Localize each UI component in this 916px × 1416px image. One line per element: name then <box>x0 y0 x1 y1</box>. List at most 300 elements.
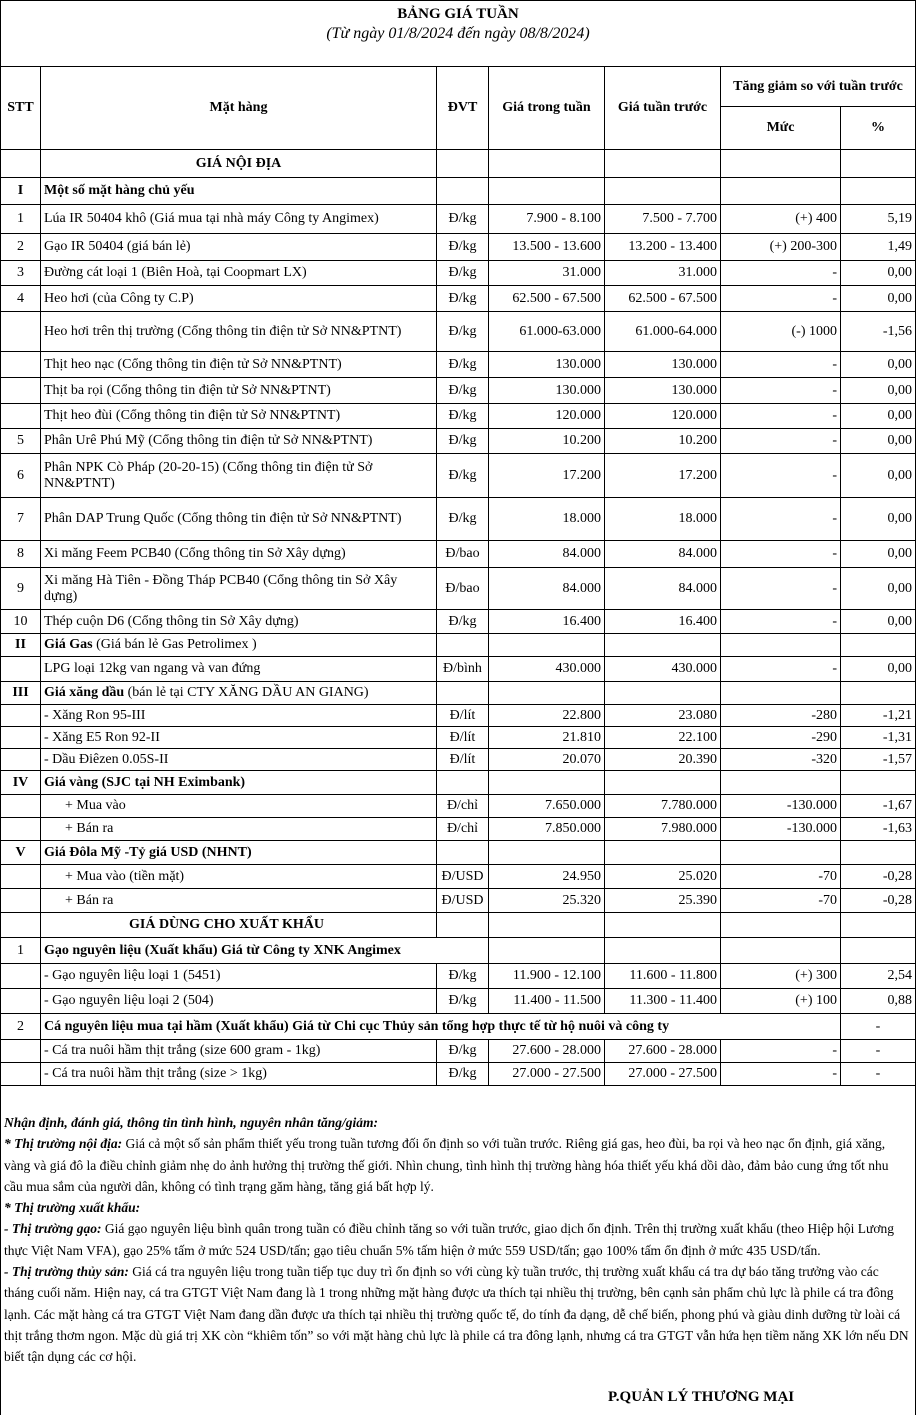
row-change-pct: -1,56 <box>841 312 916 352</box>
header-pct: % <box>841 107 916 150</box>
row-change-level: - <box>721 657 841 682</box>
empty-cell <box>437 841 489 865</box>
row-change-level: - <box>721 568 841 610</box>
row-item-name: + Bán ra <box>41 818 437 841</box>
row-price-last-week: 130.000 <box>605 352 721 378</box>
table-row <box>1 205 916 234</box>
row-unit: Đ/kg <box>437 352 489 378</box>
section-title-text: Giá xăng dầu <box>44 685 125 700</box>
row-change-pct: -1,67 <box>841 795 916 818</box>
signature: P.QUẢN LÝ THƯƠNG MẠI <box>608 1389 795 1405</box>
row-stt <box>1 1063 41 1086</box>
row-price-this-week: 11.900 - 12.100 <box>489 964 605 989</box>
row-stt <box>1 989 41 1014</box>
table-row <box>1 404 916 429</box>
row-unit: Đ/lít <box>437 727 489 749</box>
row-stt: 6 <box>1 454 41 498</box>
row-price-this-week: 62.500 - 67.500 <box>489 286 605 312</box>
empty-cell <box>721 682 841 705</box>
row-price-this-week: 17.200 <box>489 454 605 498</box>
row-stt <box>1 378 41 404</box>
notes-rice-label: - Thị trường gạo: <box>4 1221 102 1237</box>
table-row <box>1 261 916 286</box>
empty-cell <box>489 938 605 964</box>
empty-cell <box>489 634 605 657</box>
row-item-name: Heo hơi (của Công ty C.P) <box>41 286 437 312</box>
row-price-last-week: 430.000 <box>605 657 721 682</box>
row-change-pct: - <box>841 1040 916 1063</box>
row-price-last-week: 17.200 <box>605 454 721 498</box>
notes-fish <box>4 1261 910 1367</box>
table-row <box>1 378 916 404</box>
row-stt <box>1 889 41 913</box>
notes-rice <box>4 1218 910 1261</box>
empty-cell <box>605 913 721 938</box>
row-item-name: - Dầu Điêzen 0.05S-II <box>41 749 437 771</box>
row-item-name: - Xăng Ron 95-III <box>41 705 437 727</box>
empty-cell <box>437 771 489 795</box>
row-stt <box>1 818 41 841</box>
row-unit: Đ/kg <box>437 378 489 404</box>
section-note: (bán lẻ tại CTY XĂNG DẦU AN GIANG) <box>124 685 369 700</box>
empty-cell <box>489 913 605 938</box>
row-stt <box>1 312 41 352</box>
notes-fish-text: Giá cá tra nguyên liệu trong tuần tiếp tục duy trì ổn định so với cùng kỳ tuần trước, thị trường xuất khẩu cá tra dự báo tăng trưởng vào các tháng cuối năm. Hiện nay, cá tra GTGT Việt Nam đang là 1 trong những mặt hàng được ưa thích tại nhiều thị trường, bên cạnh sản phẩm chủ lực là phile cá tra đông lạnh. Các mặt hàng cá tra GTGT Việt Nam đang dần được ưa thích tại nhiều thị trường quốc tế, do tính đa dạng, dễ chế biến, phong phú và giàu dinh dưỡng từ loài cá thịt trắng thơm ngon. Mặc dù giá trị XK còn “khiêm tốn” so với mặt hàng chủ lực là phile cá tra đông lạnh, nhưng cá tra GTGT vẫn hứa hẹn tiềm năng XK lớn nếu DN biết tận dụng các cơ hội. <box>4 1264 909 1365</box>
section-title <box>41 771 437 795</box>
row-item-name: Xi măng Hà Tiên - Đồng Tháp PCB40 (Cổng thông tin Sở Xây dựng) <box>41 568 437 610</box>
empty-cell <box>437 634 489 657</box>
row-unit: Đ/kg <box>437 454 489 498</box>
section-number: IV <box>1 771 41 795</box>
page-subtitle: (Từ ngày 01/8/2024 đến ngày 08/8/2024) <box>326 25 590 42</box>
notes-rice-text: Giá gạo nguyên liệu bình quân trong tuần có điều chỉnh tăng so với tuần trước, giao dịch ổn định. Trên thị trường xuất khẩu (theo Hiệp hội Lương thực Việt Nam VFA), gạo 25% tấm ở mức 524 USD/tấn; gạo tiêu chuẩn 5% tấm hiện ở mức 559 USD/tấn; gạo 100% tấm ổn định ở mức 435 USD/tấn. <box>4 1221 894 1258</box>
row-price-this-week: 61.000-63.000 <box>489 312 605 352</box>
row-unit: Đ/kg <box>437 1063 489 1086</box>
row-unit: Đ/kg <box>437 498 489 541</box>
empty-cell <box>841 178 916 205</box>
empty-cell <box>841 150 916 178</box>
empty-cell <box>605 841 721 865</box>
row-stt <box>1 657 41 682</box>
table-row <box>1 749 916 771</box>
row-unit: Đ/kg <box>437 205 489 234</box>
empty-cell <box>841 634 916 657</box>
empty-cell <box>437 178 489 205</box>
row-item-name: Lúa IR 50404 khô (Giá mua tại nhà máy Công ty Angimex) <box>41 205 437 234</box>
table-row <box>1 865 916 889</box>
row-change-level: (+) 400 <box>721 205 841 234</box>
empty-cell <box>841 913 916 938</box>
row-change-level: -320 <box>721 749 841 771</box>
row-price-last-week: 16.400 <box>605 610 721 634</box>
table-row <box>1 727 916 749</box>
row-change-level: - <box>721 261 841 286</box>
row-change-level: (+) 300 <box>721 964 841 989</box>
row-unit: Đ/kg <box>437 964 489 989</box>
row-price-last-week: 23.080 <box>605 705 721 727</box>
table-row <box>1 610 916 634</box>
row-change-pct: -0,28 <box>841 865 916 889</box>
row-change-pct: -1,63 <box>841 818 916 841</box>
empty-cell <box>437 682 489 705</box>
table-row <box>1 657 916 682</box>
export-section-title: Gạo nguyên liệu (Xuất khẩu) Giá từ Công ty XNK Angimex <box>41 938 489 964</box>
row-change-pct: 0,00 <box>841 286 916 312</box>
row-price-this-week: 11.400 - 11.500 <box>489 989 605 1014</box>
row-stt <box>1 404 41 429</box>
header-stt: STT <box>1 67 41 150</box>
row-stt <box>1 705 41 727</box>
row-change-pct: 0,00 <box>841 657 916 682</box>
row-change-level: - <box>721 378 841 404</box>
row-item-name: LPG loại 12kg van ngang và van đứng <box>41 657 437 682</box>
table-row <box>1 541 916 568</box>
section-title-text: Giá Đôla Mỹ -Tỷ giá USD (NHNT) <box>44 844 252 860</box>
row-change-level: -280 <box>721 705 841 727</box>
empty-cell <box>721 178 841 205</box>
section-row <box>1 178 916 205</box>
row-price-this-week: 24.950 <box>489 865 605 889</box>
row-stt <box>1 964 41 989</box>
table-row <box>1 705 916 727</box>
row-price-this-week: 7.900 - 8.100 <box>489 205 605 234</box>
row-change-level: -70 <box>721 865 841 889</box>
row-change-level: -130.000 <box>721 795 841 818</box>
table-row <box>1 454 916 498</box>
empty-cell <box>721 634 841 657</box>
row-item-name: - Cá tra nuôi hầm thịt trắng (size 600 gram - 1kg) <box>41 1040 437 1063</box>
section-number: I <box>1 178 41 205</box>
table-row <box>1 568 916 610</box>
row-price-last-week: 120.000 <box>605 404 721 429</box>
table-row <box>1 429 916 454</box>
row-change-level: - <box>721 429 841 454</box>
row-item-name: Phân NPK Cò Pháp (20-20-15) (Cổng thông tin điện tử Sở NN&PTNT) <box>41 454 437 498</box>
row-change-pct: -1,57 <box>841 749 916 771</box>
row-unit: Đ/kg <box>437 261 489 286</box>
row-price-this-week: 25.320 <box>489 889 605 913</box>
export-heading: GIÁ DÙNG CHO XUẤT KHẨU <box>41 913 437 938</box>
row-unit: Đ/bình <box>437 657 489 682</box>
row-price-last-week: 61.000-64.000 <box>605 312 721 352</box>
row-item-name: Thịt ba rọi (Cổng thông tin điện tử Sở NN&PTNT) <box>41 378 437 404</box>
row-change-pct: 0,00 <box>841 541 916 568</box>
row-price-this-week: 130.000 <box>489 352 605 378</box>
row-price-last-week: 27.000 - 27.500 <box>605 1063 721 1086</box>
row-price-last-week: 13.200 - 13.400 <box>605 234 721 261</box>
table-row <box>1 889 916 913</box>
row-unit: Đ/kg <box>437 404 489 429</box>
row-unit: Đ/chỉ <box>437 795 489 818</box>
row-price-this-week: 21.810 <box>489 727 605 749</box>
row-item-name: Phân Urê Phú Mỹ (Cổng thông tin điện tử Sở NN&PTNT) <box>41 429 437 454</box>
empty-cell <box>721 771 841 795</box>
row-price-this-week: 22.800 <box>489 705 605 727</box>
row-price-last-week: 25.390 <box>605 889 721 913</box>
empty-cell <box>841 938 916 964</box>
row-item-name: - Xăng E5 Ron 92-II <box>41 727 437 749</box>
table-row <box>1 1063 916 1086</box>
row-price-last-week: 22.100 <box>605 727 721 749</box>
row-item-name: - Gạo nguyên liệu loại 1 (5451) <box>41 964 437 989</box>
table-row <box>1 989 916 1014</box>
row-change-pct: 1,49 <box>841 234 916 261</box>
section-title-text: Giá vàng (SJC tại NH Eximbank) <box>44 774 246 790</box>
row-stt: 7 <box>1 498 41 541</box>
section-row <box>1 771 916 795</box>
export-section-row <box>1 938 916 964</box>
row-price-this-week: 84.000 <box>489 568 605 610</box>
row-item-name: - Gạo nguyên liệu loại 2 (504) <box>41 989 437 1014</box>
row-price-this-week: 27.000 - 27.500 <box>489 1063 605 1086</box>
row-change-level: - <box>721 404 841 429</box>
section-title-text: Giá Gas <box>44 637 93 652</box>
row-price-last-week: 7.500 - 7.700 <box>605 205 721 234</box>
row-item-name: - Cá tra nuôi hầm thịt trắng (size > 1kg) <box>41 1063 437 1086</box>
notes-export-label: * Thị trường xuất khẩu: <box>4 1200 141 1216</box>
row-change-pct: 0,00 <box>841 404 916 429</box>
row-item-name: Heo hơi trên thị trường (Cổng thông tin điện tử Sở NN&PTNT) <box>41 312 437 352</box>
export-section-row <box>1 1014 916 1040</box>
section-note: (Giá bán lẻ Gas Petrolimex ) <box>92 637 257 652</box>
row-stt: 10 <box>1 610 41 634</box>
row-unit: Đ/kg <box>437 234 489 261</box>
row-change-level: -130.000 <box>721 818 841 841</box>
row-price-last-week: 11.300 - 11.400 <box>605 989 721 1014</box>
row-price-this-week: 120.000 <box>489 404 605 429</box>
empty-cell <box>841 841 916 865</box>
table-row <box>1 234 916 261</box>
row-price-last-week: 11.600 - 11.800 <box>605 964 721 989</box>
section-number: III <box>1 682 41 705</box>
empty-cell <box>489 178 605 205</box>
row-unit: Đ/USD <box>437 889 489 913</box>
table-row <box>1 818 916 841</box>
notes-domestic-text: Giá cả một số sản phẩm thiết yếu trong tuần tương đối ổn định so với tuần trước. Riêng giá gas, heo đùi, ba rọi và heo nạc ổn định, giá xăng, vàng và giá đô la điều chỉnh giảm nhẹ do ảnh hưởng thị trường thế giới. Nhìn chung, tình hình thị trường hàng hóa thiết yếu khá dồi dào, đảm bảo cung ứng tốt nhu cầu mua sắm của người dân, không có tình trạng găm hàng, tăng giá bất hợp lý. <box>4 1136 889 1194</box>
notes-domestic <box>4 1133 910 1197</box>
empty-cell <box>605 682 721 705</box>
row-item-name: Thịt heo nạc (Cổng thông tin điện tử Sở NN&PTNT) <box>41 352 437 378</box>
table-row <box>1 498 916 541</box>
row-item-name: Đường cát loại 1 (Biên Hoà, tại Coopmart LX) <box>41 261 437 286</box>
row-change-pct: 0,00 <box>841 498 916 541</box>
analysis-notes <box>4 1112 910 1368</box>
section-number: V <box>1 841 41 865</box>
row-item-name: Thịt heo đùi (Cổng thông tin điện tử Sở NN&PTNT) <box>41 404 437 429</box>
row-stt: 9 <box>1 568 41 610</box>
row-change-level: - <box>721 1063 841 1086</box>
row-change-pct: 0,00 <box>841 454 916 498</box>
row-price-last-week: 7.980.000 <box>605 818 721 841</box>
row-unit: Đ/lít <box>437 749 489 771</box>
section-title <box>41 634 437 657</box>
row-item-name: Xi măng Feem PCB40 (Cổng thông tin Sở Xây dựng) <box>41 541 437 568</box>
section-title <box>41 682 437 705</box>
row-price-last-week: 7.780.000 <box>605 795 721 818</box>
row-item-name: Gạo IR 50404 (giá bán lẻ) <box>41 234 437 261</box>
row-price-this-week: 130.000 <box>489 378 605 404</box>
row-price-this-week: 31.000 <box>489 261 605 286</box>
row-stt <box>1 1040 41 1063</box>
notes-domestic-label: * Thị trường nội địa: <box>4 1136 123 1152</box>
table-row <box>1 964 916 989</box>
export-heading-row <box>1 913 916 938</box>
row-change-pct: 2,54 <box>841 964 916 989</box>
row-change-level: - <box>721 610 841 634</box>
empty-cell <box>1 913 41 938</box>
section-row <box>1 682 916 705</box>
empty-cell <box>489 841 605 865</box>
row-change-pct: -1,31 <box>841 727 916 749</box>
header-level: Mức <box>721 107 841 150</box>
price-table <box>0 66 916 1086</box>
row-unit: Đ/kg <box>437 286 489 312</box>
empty-cell <box>489 771 605 795</box>
row-unit: Đ/kg <box>437 1040 489 1063</box>
row-unit: Đ/kg <box>437 312 489 352</box>
row-stt: 4 <box>1 286 41 312</box>
row-change-level: -290 <box>721 727 841 749</box>
row-change-pct: 0,00 <box>841 568 916 610</box>
empty-cell <box>437 913 489 938</box>
section-number: II <box>1 634 41 657</box>
row-price-this-week: 13.500 - 13.600 <box>489 234 605 261</box>
empty-cell <box>605 771 721 795</box>
row-change-pct: 0,88 <box>841 989 916 1014</box>
row-unit: Đ/USD <box>437 865 489 889</box>
row-price-last-week: 20.390 <box>605 749 721 771</box>
domestic-heading-row <box>1 150 916 178</box>
row-change-pct: -1,21 <box>841 705 916 727</box>
row-price-this-week: 84.000 <box>489 541 605 568</box>
row-unit: Đ/lít <box>437 705 489 727</box>
row-price-last-week: 84.000 <box>605 568 721 610</box>
row-item-name: Thép cuộn D6 (Cổng thông tin Sở Xây dựng) <box>41 610 437 634</box>
empty-cell <box>605 938 721 964</box>
section-row <box>1 841 916 865</box>
row-price-last-week: 10.200 <box>605 429 721 454</box>
row-unit: Đ/bao <box>437 541 489 568</box>
row-stt: 3 <box>1 261 41 286</box>
row-price-this-week: 10.200 <box>489 429 605 454</box>
section-number: 1 <box>1 938 41 964</box>
row-stt: 5 <box>1 429 41 454</box>
row-item-name: + Mua vào <box>41 795 437 818</box>
row-price-this-week: 16.400 <box>489 610 605 634</box>
row-change-level: - <box>721 1040 841 1063</box>
header-unit: ĐVT <box>437 67 489 150</box>
row-price-this-week: 7.650.000 <box>489 795 605 818</box>
row-change-level: - <box>721 352 841 378</box>
domestic-heading: GIÁ NỘI ĐỊA <box>41 150 437 178</box>
notes-fish-label: - Thị trường thủy sản: <box>4 1264 129 1280</box>
row-change-level: (+) 200-300 <box>721 234 841 261</box>
row-stt: 8 <box>1 541 41 568</box>
table-row <box>1 352 916 378</box>
row-price-last-week: 84.000 <box>605 541 721 568</box>
table-row <box>1 286 916 312</box>
empty-cell <box>605 634 721 657</box>
row-price-last-week: 31.000 <box>605 261 721 286</box>
section-title <box>41 841 437 865</box>
row-change-level: - <box>721 286 841 312</box>
row-stt <box>1 795 41 818</box>
page-title: BẢNG GIÁ TUẦN <box>397 6 519 22</box>
row-price-last-week: 18.000 <box>605 498 721 541</box>
export-section-title: Cá nguyên liệu mua tại hầm (Xuất khẩu) Giá từ Chi cục Thủy sản tổng hợp thực tế từ hộ nuôi và công ty <box>41 1014 841 1040</box>
section-title <box>41 178 437 205</box>
row-item-name: Phân DAP Trung Quốc (Cổng thông tin điện tử Sở NN&PTNT) <box>41 498 437 541</box>
row-unit: Đ/kg <box>437 989 489 1014</box>
empty-cell <box>605 150 721 178</box>
row-change-level: - <box>721 498 841 541</box>
row-change-pct: -0,28 <box>841 889 916 913</box>
empty-cell <box>1 150 41 178</box>
notes-intro: Nhận định, đánh giá, thông tin tình hình, nguyên nhân tăng/giảm: <box>4 1115 379 1130</box>
row-unit: Đ/chỉ <box>437 818 489 841</box>
row-stt <box>1 727 41 749</box>
header-last-week: Giá tuần trước <box>605 67 721 150</box>
row-price-this-week: 20.070 <box>489 749 605 771</box>
row-stt <box>1 749 41 771</box>
table-row <box>1 312 916 352</box>
empty-cell <box>841 682 916 705</box>
row-change-level: - <box>721 454 841 498</box>
row-price-last-week: 62.500 - 67.500 <box>605 286 721 312</box>
row-price-this-week: 18.000 <box>489 498 605 541</box>
empty-cell <box>605 178 721 205</box>
empty-cell <box>437 150 489 178</box>
row-price-last-week: 25.020 <box>605 865 721 889</box>
section-number: 2 <box>1 1014 41 1040</box>
row-stt: 2 <box>1 234 41 261</box>
row-change-pct: 0,00 <box>841 610 916 634</box>
header-item: Mặt hàng <box>41 67 437 150</box>
row-change-level: -70 <box>721 889 841 913</box>
row-price-last-week: 130.000 <box>605 378 721 404</box>
header-this-week: Giá trong tuần <box>489 67 605 150</box>
table-row <box>1 1040 916 1063</box>
empty-cell <box>489 682 605 705</box>
row-stt <box>1 352 41 378</box>
row-unit: Đ/bao <box>437 568 489 610</box>
empty-cell <box>721 938 841 964</box>
empty-cell <box>721 913 841 938</box>
section-row <box>1 634 916 657</box>
section-title-text: Một số mặt hàng chủ yếu <box>44 183 195 198</box>
row-change-pct: 0,00 <box>841 352 916 378</box>
row-stt <box>1 865 41 889</box>
row-item-name: + Bán ra <box>41 889 437 913</box>
empty-cell <box>489 150 605 178</box>
price-table-body <box>1 67 916 1086</box>
row-unit: Đ/kg <box>437 610 489 634</box>
row-price-this-week: 27.600 - 28.000 <box>489 1040 605 1063</box>
row-price-this-week: 7.850.000 <box>489 818 605 841</box>
row-change-level: (+) 100 <box>721 989 841 1014</box>
row-change-pct: - <box>841 1063 916 1086</box>
row-price-last-week: 27.600 - 28.000 <box>605 1040 721 1063</box>
row-change-pct: - <box>841 1014 916 1040</box>
table-row <box>1 795 916 818</box>
row-change-pct: 5,19 <box>841 205 916 234</box>
row-change-level: (-) 1000 <box>721 312 841 352</box>
row-item-name: + Mua vào (tiền mặt) <box>41 865 437 889</box>
empty-cell <box>721 841 841 865</box>
row-unit: Đ/kg <box>437 429 489 454</box>
row-change-pct: 0,00 <box>841 378 916 404</box>
empty-cell <box>841 771 916 795</box>
